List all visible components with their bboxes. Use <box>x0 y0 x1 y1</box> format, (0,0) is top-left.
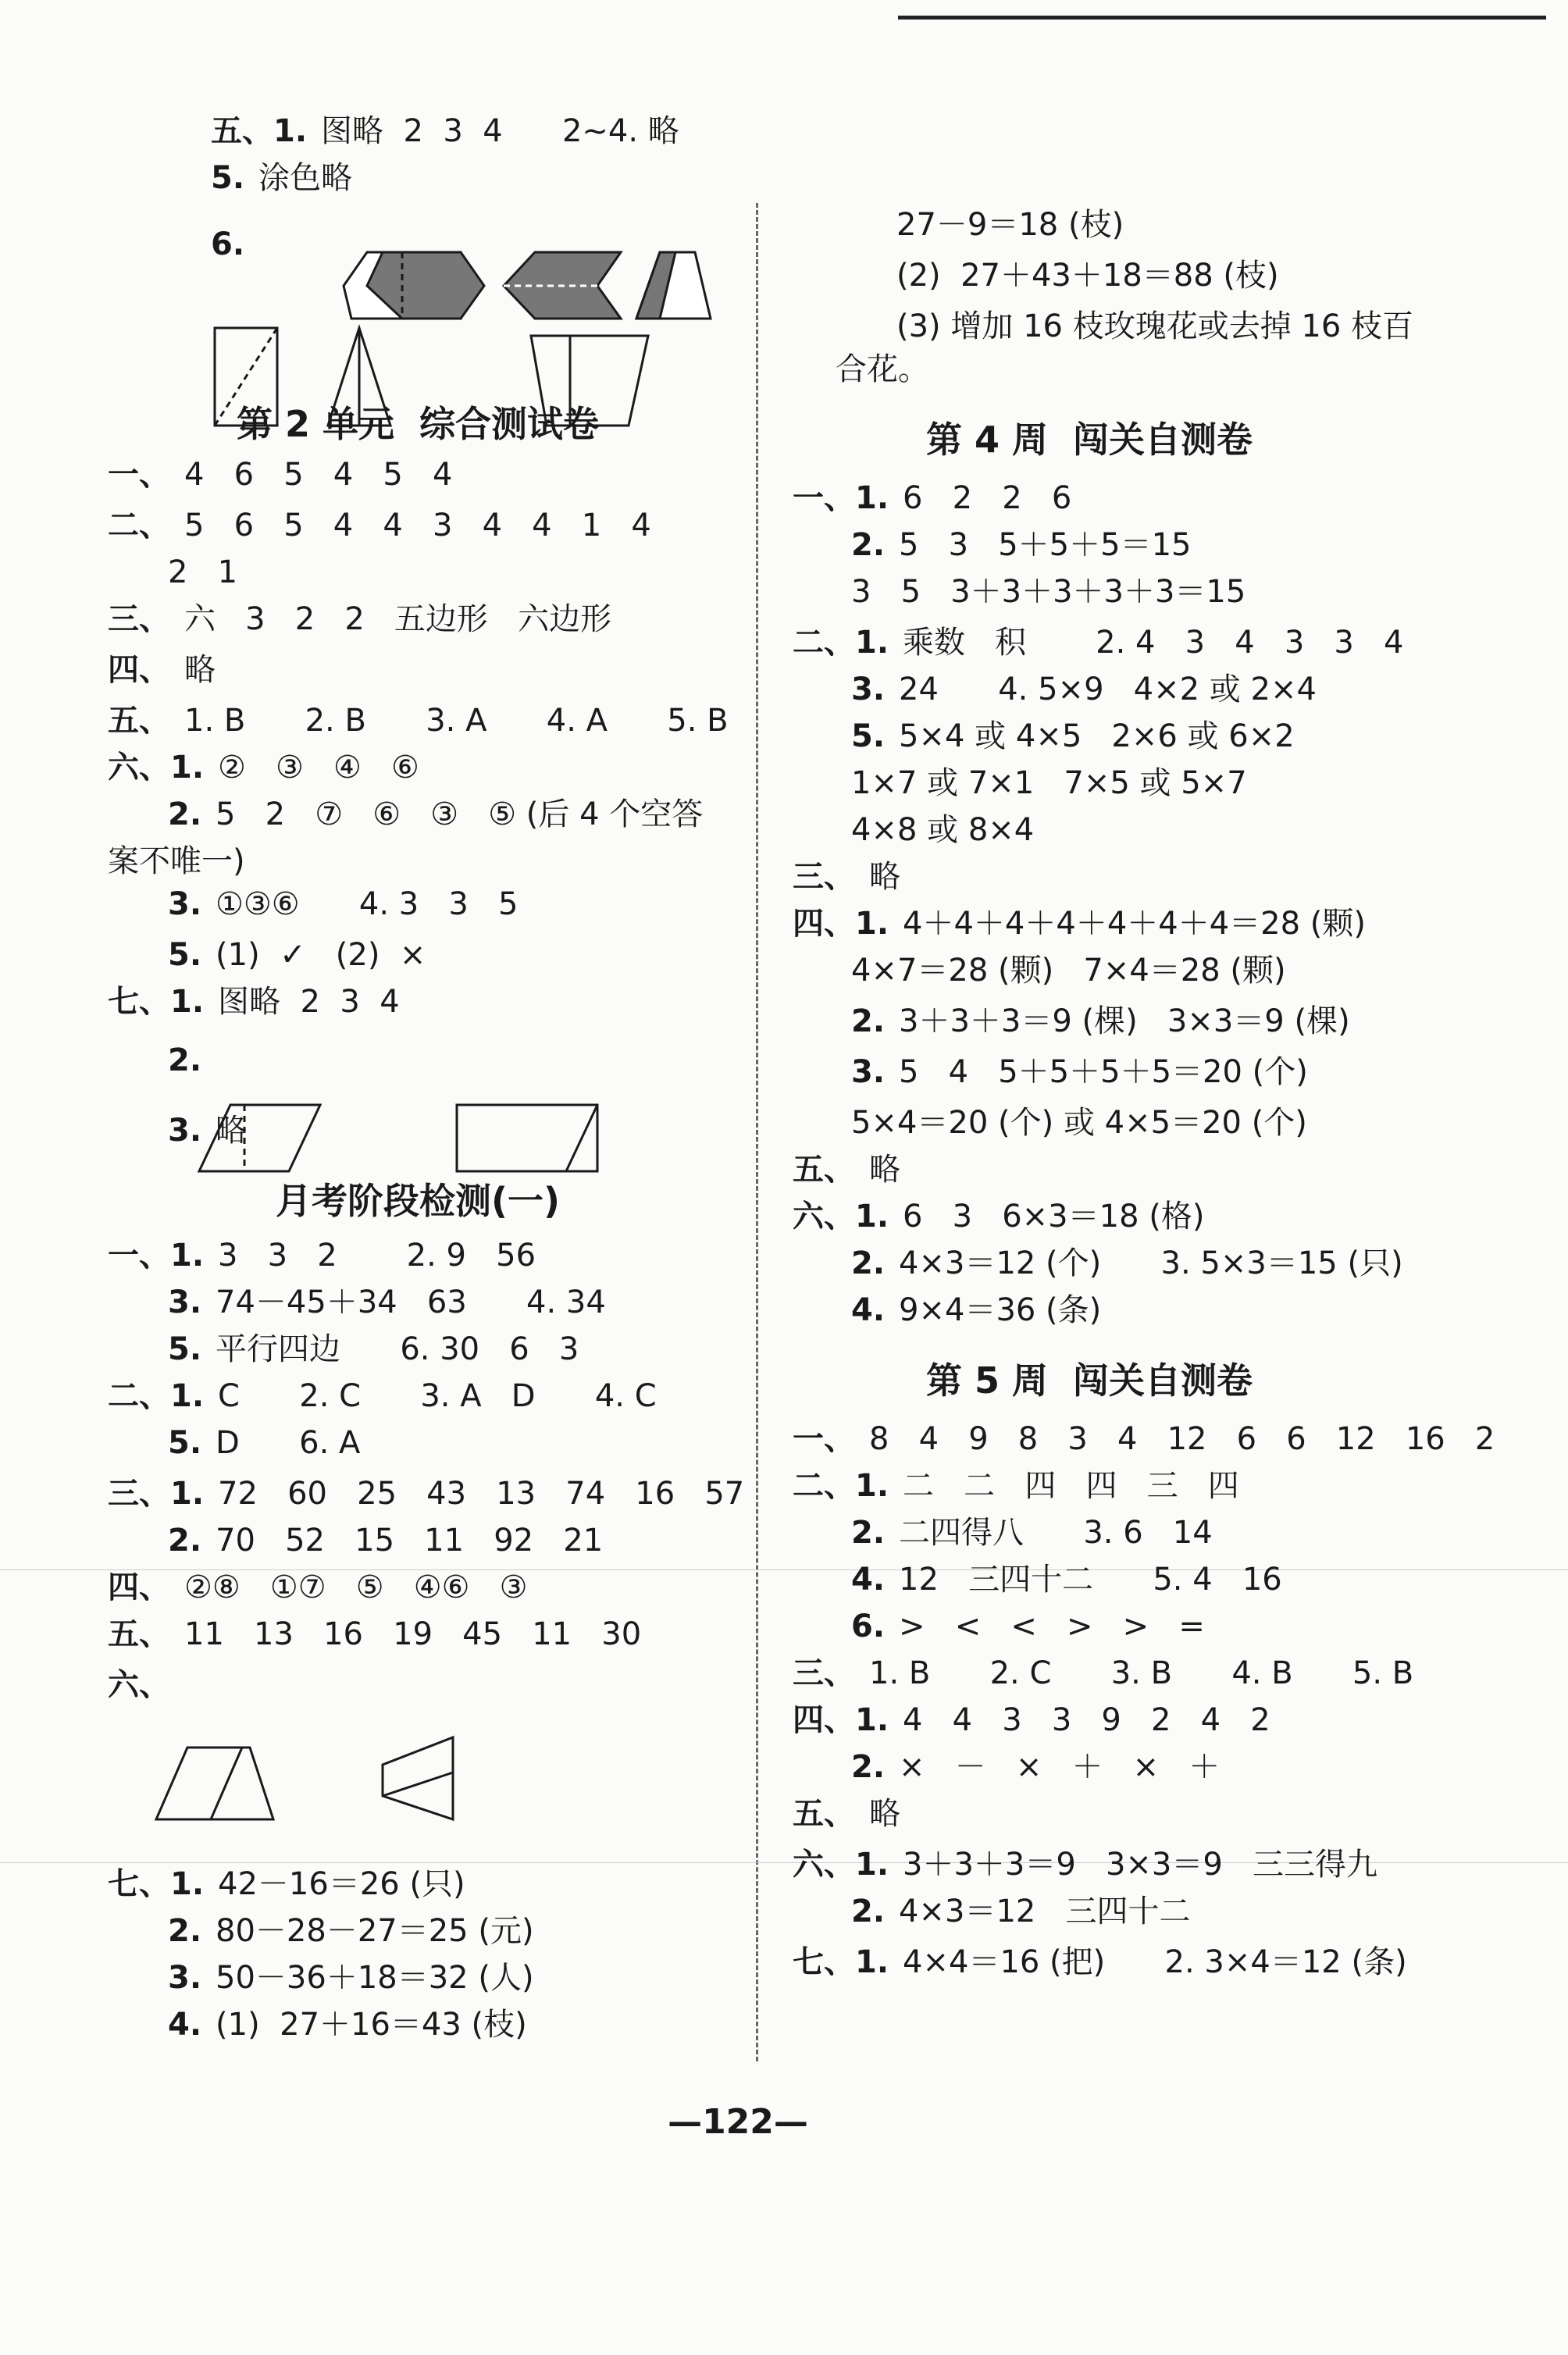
question-number: 一、 <box>793 1421 855 1457</box>
question-number: 六、1. <box>793 1199 889 1235</box>
answer-line <box>793 1195 1204 1238</box>
question-number: 四、1. <box>793 1702 889 1738</box>
answer-line <box>168 1421 360 1465</box>
answer-text: 72 60 25 43 13 74 16 57 <box>218 1476 745 1512</box>
answer-line <box>108 1663 184 1707</box>
section-heading: 第 5 周 闯关自测卷 <box>925 1359 1253 1402</box>
answer-text: 2 1 <box>168 554 238 590</box>
answer-text: 4＋4＋4＋4＋4＋4＋4＝28 (颗) <box>903 906 1366 942</box>
answer-text: ② ③ ④ ⑥ <box>218 750 419 786</box>
answer-text: ②⑧ ①⑦ ⑤ ④⑥ ③ <box>184 1569 528 1605</box>
answer-text: 12 三四十二 5. 4 16 <box>899 1562 1282 1598</box>
answer-line <box>108 1566 527 1609</box>
answer-text: 80－28－27＝25 (元) <box>216 1913 534 1949</box>
answer-text: 二四得八 3. 6 14 <box>899 1515 1213 1551</box>
question-number: 二、1. <box>108 1378 205 1414</box>
question-number: 七、1. <box>793 1944 889 1980</box>
section-heading: 月考阶段检测(一) <box>275 1180 561 1222</box>
answer-text: > < < > > = <box>899 1609 1205 1644</box>
answer-line <box>851 1558 1282 1601</box>
answer-text: 涂色略 <box>258 160 353 196</box>
answer-text: 略 <box>184 652 216 688</box>
answer-line <box>793 855 900 899</box>
answer-line <box>851 949 1286 992</box>
question-number: 4. <box>851 1292 886 1328</box>
question-number: 五、 <box>793 1796 855 1832</box>
answer-text: 70 52 15 11 92 21 <box>216 1523 604 1559</box>
answer-line <box>108 746 419 789</box>
answer-text: 6 2 2 6 <box>903 480 1072 516</box>
answer-line <box>851 1890 1191 1933</box>
question-number: 3. <box>168 886 202 922</box>
answer-line <box>851 1288 1101 1332</box>
answer-line <box>793 1698 1270 1742</box>
question-number: 二、1. <box>793 625 889 661</box>
answer-line <box>896 305 1413 348</box>
trapezoid-figures <box>156 1733 469 1827</box>
answer-text: 5 4 5＋5＋5＋5＝20 (个) <box>899 1054 1308 1090</box>
question-number: 6. <box>211 226 245 262</box>
answer-line <box>211 156 352 200</box>
answer-text: 4×3＝12 三四十二 <box>899 1894 1191 1929</box>
answer-line <box>896 254 1279 297</box>
question-number: 2. <box>851 1245 886 1281</box>
answer-text: 1. B 2. C 3. B 4. B 5. B <box>869 1655 1414 1691</box>
question-number: 2. <box>168 1913 202 1949</box>
question-number: 4. <box>168 2007 202 2043</box>
question-number: 5. <box>168 937 202 973</box>
answer-line <box>851 668 1317 711</box>
answer-line <box>851 1242 1403 1285</box>
question-number: 5. <box>851 718 886 754</box>
answer-line <box>793 1940 1407 1984</box>
section-heading: 第 4 周 闯关自测卷 <box>925 419 1253 461</box>
question-number: 一、 <box>108 457 170 493</box>
answer-text: 50－36＋18＝32 (人) <box>216 1960 534 1996</box>
answer-text: 24 4. 5×9 4×2 或 2×4 <box>899 672 1317 707</box>
answer-text: 3＋3＋3＝9 3×3＝9 三三得九 <box>903 1847 1377 1883</box>
question-number: 2. <box>168 1042 202 1078</box>
question-number: 2. <box>851 1003 886 1039</box>
answer-text: 略 <box>869 1152 900 1188</box>
answer-line <box>108 1612 641 1656</box>
answer-text: × － × ＋ × ＋ <box>899 1749 1221 1785</box>
page-number: —122— <box>668 2102 808 2142</box>
question-number: 五、 <box>108 1616 170 1652</box>
question-number: 七、1. <box>108 984 205 1020</box>
answer-text: 4×3＝12 (个) 3. 5×3＝15 (只) <box>899 1245 1403 1281</box>
answer-text: 1×7 或 7×1 7×5 或 5×7 <box>851 765 1247 801</box>
question-number: 3. <box>168 1960 202 1996</box>
answer-line <box>168 1909 534 1953</box>
answer-text: 图略 2 3 4 <box>218 984 400 1020</box>
question-number: 2. <box>168 796 202 832</box>
question-number: 5. <box>168 1425 202 1461</box>
answer-text: 1. B 2. B 3. A 4. A 5. B <box>184 703 729 739</box>
question-number: 六、1. <box>108 750 205 786</box>
answer-line <box>108 1472 744 1516</box>
answer-text: 图略 2 3 4 2~4. 略 <box>321 113 679 149</box>
answer-line <box>211 223 258 266</box>
answer-line <box>851 570 1245 614</box>
question-number: 三、 <box>793 1655 855 1691</box>
answer-text: 3＋3＋3＝9 (棵) 3×3＝9 (棵) <box>899 1003 1350 1039</box>
answer-line <box>168 1281 606 1324</box>
question-number: 2. <box>851 527 886 563</box>
answer-text: 42－16＝26 (只) <box>218 1866 465 1902</box>
answer-line <box>168 1327 579 1371</box>
answer-text: 5 3 5＋5＋5＝15 <box>899 527 1192 563</box>
answer-line <box>851 1511 1213 1555</box>
answer-line <box>168 793 703 836</box>
answer-line <box>108 597 611 641</box>
answer-text: C 2. C 3. A D 4. C <box>218 1378 657 1414</box>
question-number: 二、 <box>108 508 170 543</box>
answer-text: 4 6 5 4 5 4 <box>184 457 453 493</box>
column-divider <box>756 203 758 2061</box>
answer-text: (1) 27＋16＝43 (枝) <box>216 2007 527 2043</box>
answer-text: (3) 增加 16 枝玫瑰花或去掉 16 枝百 <box>896 308 1414 344</box>
answer-text: 5×4 或 4×5 2×6 或 6×2 <box>899 718 1295 754</box>
answer-text: 5×4＝20 (个) 或 4×5＝20 (个) <box>851 1105 1307 1141</box>
answer-line <box>793 1843 1377 1886</box>
question-number: 2. <box>851 1749 886 1785</box>
answer-text: 9×4＝36 (条) <box>899 1292 1102 1328</box>
parallelogram-height-figures <box>199 1101 613 1179</box>
question-number: 四、 <box>108 652 170 688</box>
top-rule <box>898 16 1546 20</box>
answer-line <box>108 1234 536 1277</box>
question-number: 五、 <box>793 1152 855 1188</box>
answer-line <box>851 808 1034 852</box>
question-number: 3. <box>168 1113 202 1149</box>
answer-line <box>108 504 651 547</box>
answer-line <box>851 1050 1308 1094</box>
question-number: 2. <box>851 1515 886 1551</box>
answer-line <box>108 648 216 692</box>
answer-line <box>108 839 245 883</box>
question-number: 三、 <box>108 601 170 637</box>
section-heading: 第 2 单元 综合测试卷 <box>236 403 600 445</box>
answer-line <box>108 1374 657 1418</box>
answer-line <box>108 699 729 743</box>
answer-line <box>851 761 1247 805</box>
answer-text: 4×8 或 8×4 <box>851 812 1035 848</box>
answer-text: 3 5 3＋3＋3＋3＋3＝15 <box>851 574 1246 610</box>
answer-line <box>851 1745 1220 1789</box>
question-number: 3. <box>851 1054 886 1090</box>
question-number: 4. <box>851 1562 886 1598</box>
answer-line <box>851 714 1295 758</box>
answer-text: 27－9＝18 (枝) <box>896 207 1124 243</box>
question-number: 一、1. <box>793 480 889 516</box>
answer-text: (2) 27＋43＋18＝88 (枝) <box>896 258 1279 294</box>
answer-line <box>851 1101 1307 1145</box>
question-number: 2. <box>168 1523 202 1559</box>
answer-line <box>168 1039 216 1082</box>
question-number: 五、1. <box>211 113 308 149</box>
answer-line <box>168 1956 534 2000</box>
answer-line <box>793 1148 900 1192</box>
answer-text: 合花。 <box>836 351 929 387</box>
answer-text: 平行四边 6. 30 6 3 <box>216 1331 579 1367</box>
answer-line <box>851 1605 1205 1648</box>
answer-line <box>168 1519 603 1562</box>
answer-line <box>793 621 1403 664</box>
answer-text: 4×4＝16 (把) 2. 3×4＝12 (条) <box>903 1944 1407 1980</box>
answer-line <box>168 933 426 977</box>
question-number: 一、1. <box>108 1238 205 1274</box>
answer-text: 案不唯一) <box>108 843 245 879</box>
answer-text: 4 4 3 3 9 2 4 2 <box>903 1702 1270 1738</box>
answer-line <box>211 109 679 153</box>
answer-line <box>851 523 1191 567</box>
answer-text: 二 二 四 四 三 四 <box>903 1468 1239 1504</box>
answer-line <box>836 347 929 391</box>
answer-line <box>793 902 1366 946</box>
question-number: 5. <box>168 1331 202 1367</box>
question-number: 5. <box>211 160 245 196</box>
answer-line <box>793 1651 1413 1695</box>
question-number: 五、 <box>108 703 170 739</box>
question-number: 2. <box>851 1894 886 1929</box>
answer-text: 乘数 积 2. 4 3 4 3 3 4 <box>903 625 1404 661</box>
answer-text: D 6. A <box>216 1425 361 1461</box>
answer-line <box>168 550 237 594</box>
question-number: 3. <box>851 672 886 707</box>
answer-text: 74－45＋34 63 4. 34 <box>216 1284 606 1320</box>
answer-text: 略 <box>216 1113 248 1149</box>
answer-text: ①③⑥ 4. 3 3 5 <box>216 886 519 922</box>
question-number: 三、1. <box>108 1476 205 1512</box>
answer-text: 3 3 2 2. 9 56 <box>218 1238 536 1274</box>
question-number: 六、1. <box>793 1847 889 1883</box>
answer-text: 略 <box>869 1796 900 1832</box>
question-number: 六、 <box>108 1667 170 1703</box>
question-number: 七、1. <box>108 1866 205 1902</box>
answer-line <box>168 2003 527 2047</box>
answer-text: 11 13 16 19 45 11 30 <box>184 1616 642 1652</box>
answer-text: 略 <box>869 859 900 895</box>
answer-line <box>168 882 518 926</box>
question-number: 四、 <box>108 1569 170 1605</box>
answer-line <box>793 1464 1239 1508</box>
cut-shapes-figures <box>211 324 687 433</box>
answer-line <box>108 980 400 1024</box>
answer-text: 5 6 5 4 4 3 4 4 1 4 <box>184 508 651 543</box>
answer-line <box>896 203 1124 247</box>
answer-line <box>108 453 452 497</box>
answer-text: (1) ✓ (2) × <box>216 937 426 973</box>
question-number: 6. <box>851 1609 886 1644</box>
answer-text: 六 3 2 2 五边形 六边形 <box>184 601 612 637</box>
answer-text: 8 4 9 8 3 4 12 6 6 12 16 2 <box>869 1421 1495 1457</box>
answer-text: 4×7＝28 (颗) 7×4＝28 (颗) <box>851 953 1286 989</box>
answer-line <box>793 1417 1495 1461</box>
answer-line <box>108 1862 465 1906</box>
answer-text: 5 2 ⑦ ⑥ ③ ⑤ (后 4 个空答 <box>216 796 704 832</box>
question-number: 二、1. <box>793 1468 889 1504</box>
answer-line <box>793 1792 900 1836</box>
shaded-parallelogram-figures <box>344 248 711 326</box>
question-number: 四、1. <box>793 906 889 942</box>
question-number: 3. <box>168 1284 202 1320</box>
question-number: 三、 <box>793 859 855 895</box>
answer-text: 6 3 6×3＝18 (格) <box>903 1199 1205 1235</box>
answer-line <box>851 999 1350 1043</box>
answer-line <box>793 476 1071 520</box>
